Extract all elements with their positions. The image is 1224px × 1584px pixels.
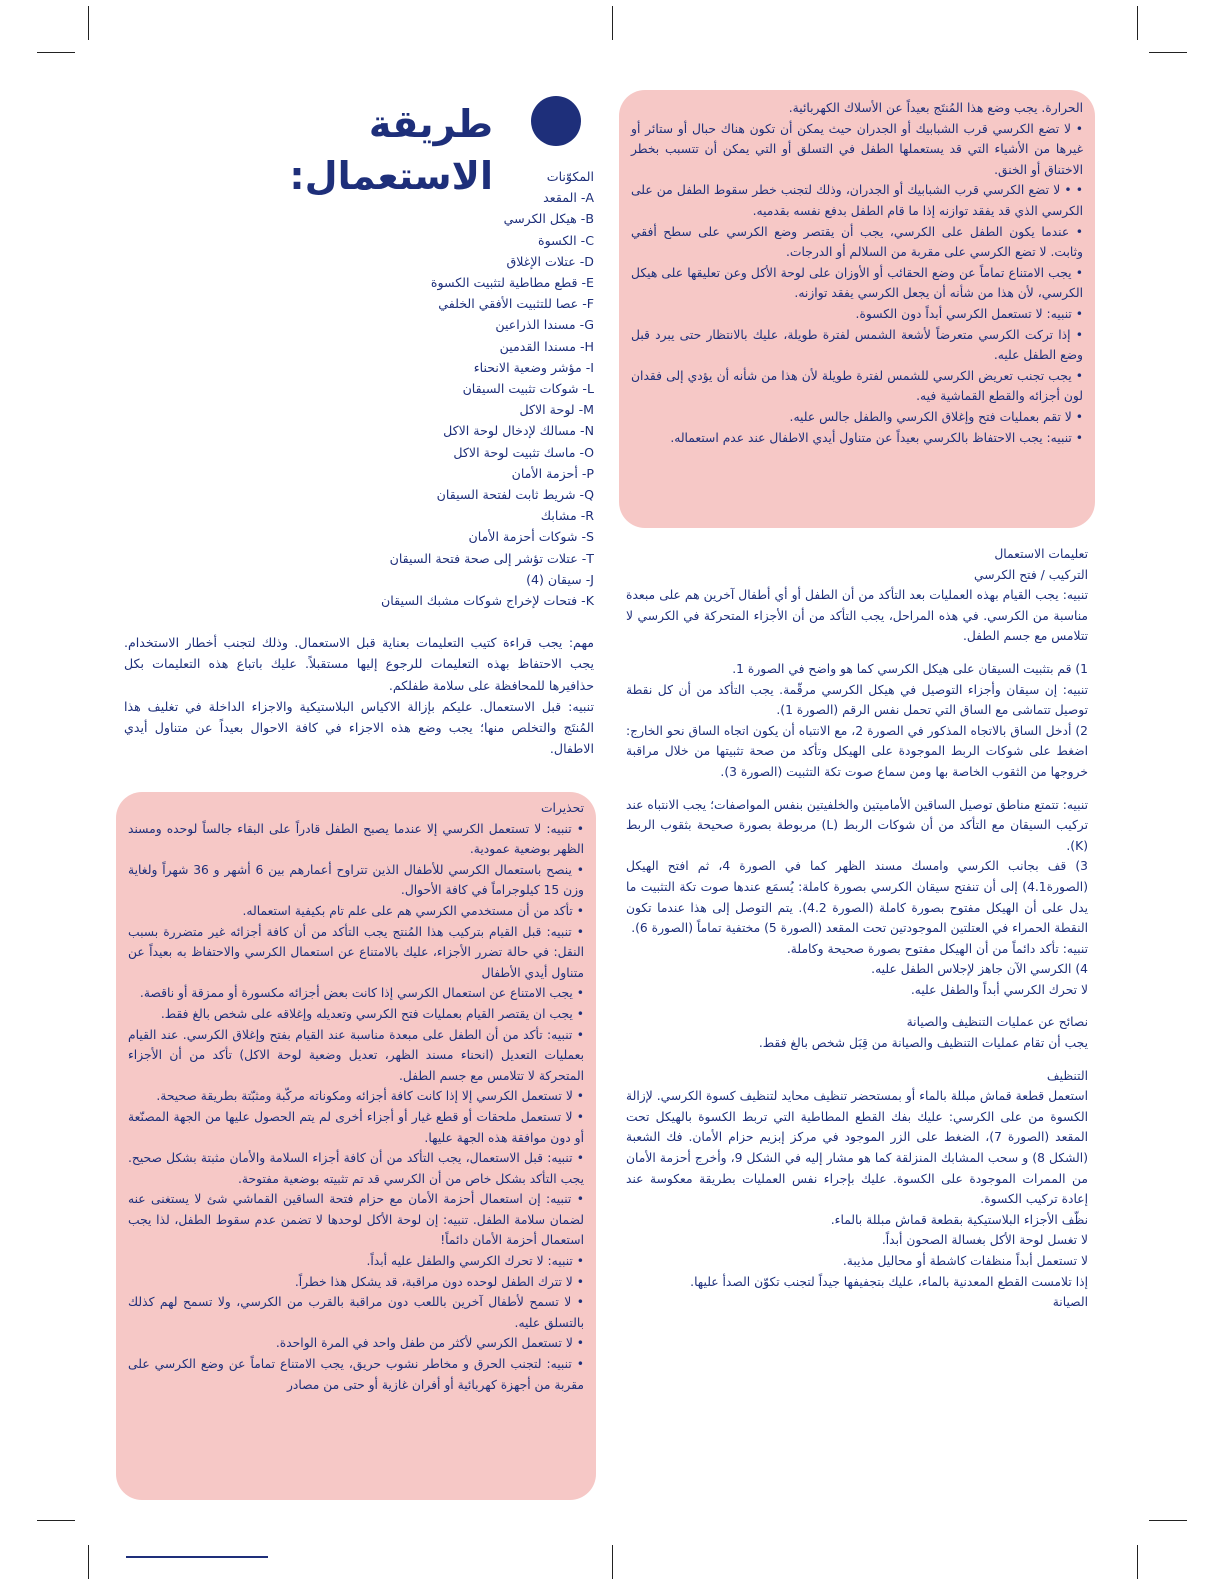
list-item: • يجب الامتناع عن استعمال الكرسي إذا كانت بعض أجزائه مكسورة أو ممزقة أو ناقصة. [139, 986, 584, 1001]
step-1-note: تنبيه: إن سيقان وأجزاء التوصيل في هيكل الكرسي مرقّمة. يجب التأكد من أن كل نقطة توصيل تتماشى مع الساق التي تحمل نفس الرقم (الصورة 1). [626, 682, 1088, 718]
list-item: • لا تستعمل ملحقات أو قطع غيار أو أجزاء أخرى لم يتم الحصول عليها من الجهة المصنّعة أو دون موافقة هذه الجهة عليها. [128, 1109, 584, 1145]
maintenance-heading: الصيانة [1052, 1295, 1088, 1310]
list-item: T- عتلات تؤشر إلى صحة فتحة السيقان [389, 550, 594, 566]
list-item: • لا تترك الطفل لوحده دون مراقبة، قد يشكل هذا خطراً. [294, 1274, 584, 1289]
cleaning-item: إذا تلامست القطع المعدنية بالماء، عليك بتجفيفها جيداً لتجنب تكوّن الصدأ عليها. [690, 1274, 1088, 1289]
instructions-heading: تعليمات الاستعمال [994, 547, 1088, 561]
step-4-note: لا تحرك الكرسي أبداً والطفل عليه. [910, 982, 1088, 997]
list-item: • عندما يكون الطفل على الكرسي، يجب أن يقتصر وضع الكرسي على سطح أفقي وثابت. لا تضع الكرسي على مقربة من السلالم أو الدرجات. [631, 224, 1083, 260]
crop-mark [1149, 1520, 1187, 1521]
important-warning: تنبيه: قبل الاستعمال. عليكم بإزالة الاكياس البلاستيكية والاجزاء الداخلة في تغليف هذا المُنتَج والتخلص منها؛ يجب وضع هذه الاجزاء في كافة الاحوال بعيداً عن متناول أيدي الاطفال. [124, 698, 594, 757]
step-3: 3) قف بجانب الكرسي وامسك مسند الظهر كما في الصورة 4، ثم افتح الهيكل (الصورة4.1) إلى أن تنفتح سيقان الكرسي بصورة كاملة: يُسمَع عندها صوت تكة التثبيت ما يدل على أن الهيكل مفتوح بصورة كاملة (الصورة 4.2). يتم التوصل إلى هذا عندما تكون النقطة الحمراء في العتلتين الموجودتين تحت المقعد (الصورة 5) مختفية تماماً (الصورة 6). [626, 859, 1088, 936]
list-item: M- لوحة الاكل [519, 402, 594, 418]
list-item: • لا تستعمل الكرسي إلا إذا كانت كافة أجزائه ومكوناته مركّبة ومثبّتة بطريقة صحيحة. [156, 1089, 584, 1104]
list-item: P- أحزمة الأمان [511, 465, 594, 481]
care-heading: نصائح عن عمليات التنظيف والصيانة [906, 1015, 1088, 1030]
crop-mark [1137, 6, 1138, 40]
list-item: • لا تستعمل الكرسي لأكثر من طفل واحد في المرة الواحدة. [275, 1336, 584, 1351]
list-item: F- عصا للتثبيت الأفقي الخلفي [438, 296, 594, 312]
list-item: N- مسالك لإدخال لوحة الاكل [443, 423, 594, 439]
list-item: • لا تضع الكرسي قرب الشبابيك أو الجدران حيث يمكن أن تكون هناك حبال أو ستائر أو غيرها من الأشياء التي قد يستعملها الطفل في التسلق أو التي يمكن أن تتسبب بخطر الاختناق أو الخنق. [631, 121, 1083, 177]
list-item: • تنبيه: لا تستعمل الكرسي أبداً دون الكسوة. [855, 306, 1083, 321]
list-item: • تنبيه: تأكد من أن الطفل على مبعدة مناسبة عند القيام بفتح وإغلاق الكرسي. عند القيام بعمليات التعديل (انحناء مسند الظهر، تعديل وضعية لوحة الاكل) تأكد من أن الأجزاء المتحركة لا تتلامس مع جسم الطفل. [128, 1027, 584, 1083]
components-list [124, 187, 594, 611]
instructions-warning: تنبيه: تأكد دائماً من أن الهيكل مفتوح بصورة صحيحة وكاملة. [786, 941, 1088, 956]
list-item: • يجب الامتناع تماماً عن وضع الحقائب أو الأوزان على لوحة الأكل وعن تعليقها على هيكل الكرسي، لأن هذا من شأنه أن يجعل الكرسي يفقد توازنه. [631, 265, 1083, 301]
list-item: C- الكسوة [538, 232, 594, 248]
list-item: H- مسندا القدمين [499, 338, 594, 354]
crop-mark [37, 1520, 75, 1521]
list-item: • ينصح باستعمال الكرسي للأطفال الذين تتراوح أعمارهم بين 6 أشهر و 36 شهراً ولغاية وزن 15 كيلوجراماً في كافة الأحوال. [128, 862, 584, 898]
list-item: E- قطع مطاطية لتثبيت الكسوة [430, 275, 594, 291]
care-text: يجب أن تقام عمليات التنظيف والصيانة من قِبَل شخص بالغ فقط. [758, 1036, 1088, 1051]
list-item: S- شوكات أحزمة الأمان [468, 529, 594, 545]
crop-mark [88, 6, 89, 40]
cleaning-item: نظّف الأجزاء البلاستيكية بقطعة قماش مبللة بالماء. [830, 1212, 1088, 1227]
cleaning-item: لا تغسل لوحة الأكل بغسالة الصحون أبداً. [881, 1233, 1088, 1248]
list-item: G- مسندا الذراعين [495, 317, 594, 333]
list-item: L- شوكات تثبيت السيقان [462, 381, 594, 397]
list-item: I- مؤشر وضعية الانحناء [473, 359, 594, 375]
instructions-section [626, 544, 1088, 1313]
crop-mark [37, 52, 75, 53]
safety-box [619, 90, 1095, 528]
crop-mark [88, 1545, 89, 1579]
list-item: J- سيقان (4) [526, 571, 594, 587]
list-item: • • لا تضع الكرسي قرب الشبابيك أو الجدران، وذلك لتجنب خطر سقوط الطفل من على الكرسي الذي قد يفقد توازنه إذا ما قام الطفل بدفع نفسه بقدميه. [631, 183, 1083, 218]
important-paragraph: مهم: يجب قراءة كتيب التعليمات بعناية قبل الاستعمال. وذلك لتجنب أخطار الاستخدام. يجب الاحتفاظ بهذه التعليمات للرجوع إليها مستقبلاً. عليك باتباع هذه التعليمات بكل حذافيرها للمحافظة على سلامة طفلكم. [124, 635, 594, 693]
instructions-warning: تنبيه: تتمتع مناطق توصيل الساقين الأماميتين والخلفيتين بنفس المواصفات؛ يجب الانتباه عند تركيب السيقان مع التأكد من أن شوكات الربط (L) مربوطة بصورة صحيحة بثقوب الربط (K). [626, 797, 1089, 853]
list-item: • تنبيه: لا تستعمل الكرسي إلا عندما يصبح الطفل قادراً على البقاء جالساً لوحده ومسند الظهر بوضعية عمودية. [128, 821, 584, 857]
footer-rule [126, 1556, 268, 1558]
instructions-subheading: التركيب / فتح الكرسي [974, 567, 1088, 582]
crop-mark [612, 1545, 613, 1579]
list-item: • تنبيه: لا تحرك الكرسي والطفل عليه أبداً. [366, 1254, 584, 1269]
list-item: • لا تسمح لأطفال آخرين باللعب دون مراقبة بالقرب من الكرسي، ولا تسمح لهم كذلك بالتسلق عليه. [128, 1295, 584, 1330]
list-item: • تنبيه: قبل القيام بتركيب هذا المُنتج يجب التأكد من أن كافة أجزائه غير متضررة بسبب النقل: في حالة تضرر الأجزاء، عليك بالامتناع عن استعمال الكرسي والاحتفاظ به بعيداً عن متناول أيدي الأطفال [128, 924, 584, 980]
list-item: • تأكد من أن مستخدمي الكرسي هم على علم تام بكيفية استعماله. [242, 903, 584, 918]
title-dot-icon [531, 96, 581, 146]
instructions-warning: تنبيه: يجب القيام بهذه العمليات بعد التأكد من أن الطفل أو أي أطفال آخرين هم على مبعدة مناسبة من الكرسي. في هذه المراحل، يجب التأكد من أن الأجزاء المتحركة في الكرسي لا تتلامس مع جسم الطفل. [626, 588, 1088, 644]
step-2: 2) أدخل الساق بالاتجاه المذكور في الصورة 2، مع الانتباه أن يكون اتجاه الساق نحو الخارج: اضغط على شوكات الربط الموجودة على الهيكل وتأكد من صحة تثبيتها من خلال مراقبة خروجها من الثقوب الخاصة بها ومن سماع صوت تكة التثبيت (الصورة 3). [626, 723, 1088, 779]
list-item: • تنبيه: يجب الاحتفاظ بالكرسي بعيداً عن متناول أيدي الاطفال عند عدم استعماله. [670, 430, 1083, 445]
page-title: طريقة الاستعمال: [289, 102, 493, 198]
components-section [124, 166, 594, 759]
crop-mark [1137, 1545, 1138, 1579]
list-item: الحرارة. يجب وضع هذا المُنتَج بعيداً عن الأسلاك الكهربائية. [788, 101, 1083, 115]
list-item: B- هيكل الكرسي [503, 211, 594, 227]
list-item: • تنبيه: لتجنب الحرق و مخاطر نشوب حريق، يجب الامتناع تماماً عن وضع الكرسي على مقربة من أجهزة كهربائية أو أفران غازية أو حتى من مصادر [128, 1357, 584, 1392]
list-item: • إذا تركت الكرسي متعرضاً لأشعة الشمس لفترة طويلة، عليك بالانتظار حتى يبرد قبل وضع الطفل عليه. [631, 327, 1083, 363]
list-item: R- مشابك [540, 508, 594, 524]
step-4: 4) الكرسي الآن جاهز لإجلاس الطفل عليه. [871, 962, 1088, 977]
list-item: D- عتلات الإغلاق [506, 253, 594, 269]
cleaning-heading: التنظيف [1046, 1068, 1088, 1083]
list-item: O- ماسك تثبيت لوحة الاكل [453, 444, 594, 460]
list-item: A- المقعد [543, 190, 594, 206]
warnings-box [116, 792, 596, 1500]
list-item: K- فتحات لإخراج شوكات مشبك السيقان [381, 593, 594, 609]
warnings-heading: تحذيرات [540, 801, 584, 815]
step-1: 1) قم بتثبيت السيقان على هيكل الكرسي كما هو واضح في الصورة 1. [732, 661, 1088, 676]
list-item: Q- شريط ثابت لفتحة السيقان [436, 487, 594, 503]
crop-mark [612, 6, 613, 40]
cleaning-item: لا تستعمل أبداً منظفات كاشطة أو محاليل مذيبة. [842, 1254, 1088, 1268]
list-item: • يجب ان يقتصر القيام بعمليات فتح الكرسي وتعديله وإغلاقه على شخص بالغ فقط. [160, 1006, 584, 1021]
crop-mark [1149, 52, 1187, 53]
cleaning-paragraph: استعمل قطعة قماش مبللة بالماء أو بمستحضر تنظيف محايد لتنظيف كسوة الكرسي. لإزالة الكسوة من على الكرسي: عليك بفك القطع المطاطية التي تربط الكسوة بالهيكل تحت المقعد (الصورة 7)، الضغط على الزر الموجود في مركز إبزيم حزام الأمان. فك الشعبة (الشكل 8) و سحب المشابك المنزلقة كما هو مشار إليه في الشكل 9، وأخرج أحزمة الأمان من الممرات الموجودة على الكسوة. عليك بإجراء نفس العمليات بطريقة معكوسة عند إعادة تركيب الكسوة. [626, 1089, 1088, 1207]
list-item: • تنبيه: إن استعمال أحزمة الأمان مع حزام فتحة الساقين القماشي شئ لا يستغنى عنه لضمان سلامة الطفل. تنبيه: إن لوحة الأكل لوحدها لا تضمن عدم سقوط الطفل، لذا يجب استعمال أحزمة الأمان دائماً! [128, 1192, 584, 1248]
list-item: • يجب تجنب تعريض الكرسي للشمس لفترة طويلة لأن هذا من شأنه أن يؤدي إلى فقدان لون أجزائه والقطع القماشية فيه. [631, 368, 1083, 404]
list-item: • تنبيه: قبل الاستعمال، يجب التأكد من أن كافة أجزاء السلامة والأمان مثبتة بشكل صحيح. يجب التأكد بشكل خاص من أن الكرسي قد تم تثبيته بوضعية مفتوحة. [128, 1151, 584, 1186]
list-item: • لا تقم بعمليات فتح وإغلاق الكرسي والطفل جالس عليه. [789, 409, 1083, 424]
components-heading: المكوّنات [546, 169, 594, 184]
